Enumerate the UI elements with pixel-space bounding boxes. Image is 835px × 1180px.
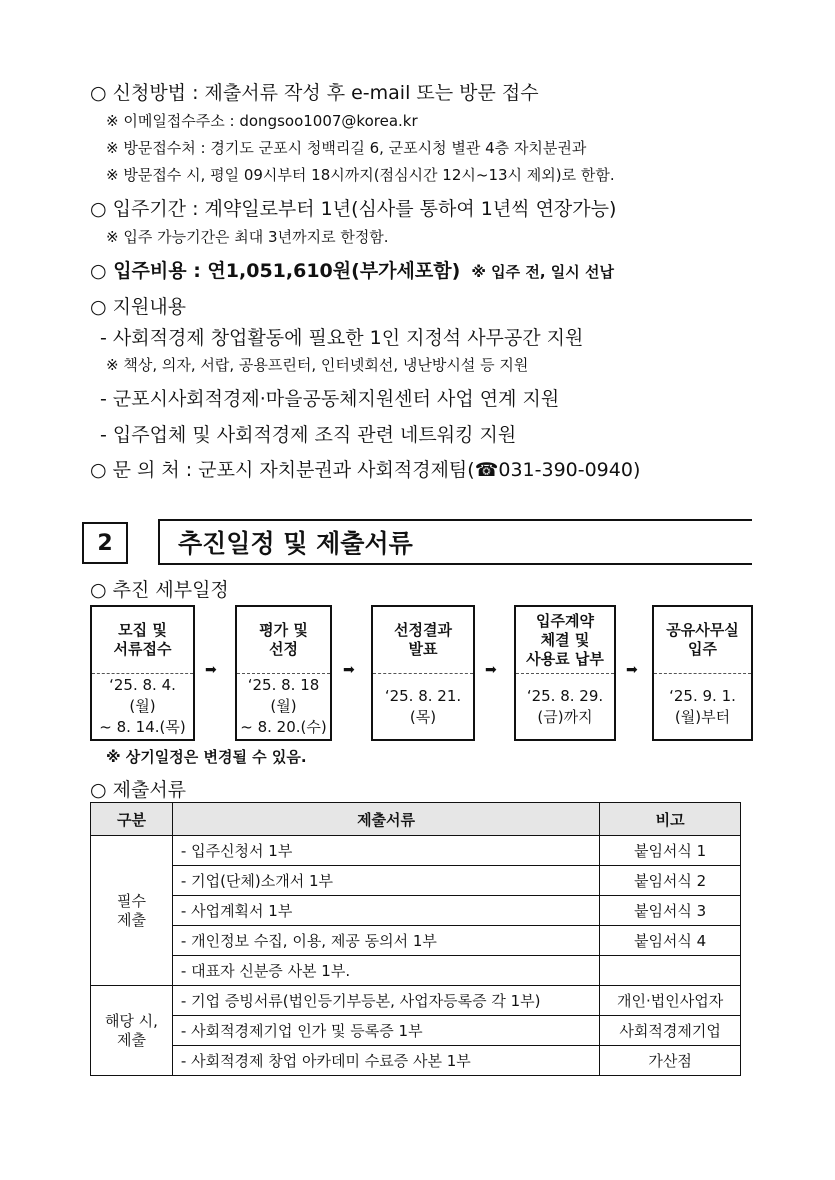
schedule-step-date: ‘25. 9. 1. (월)부터 [669,686,736,726]
table-cell-document: - 사업계획서 1부 [172,896,599,926]
table-cell-document: - 사회적경제 창업 아카데미 수료증 사본 1부 [172,1046,599,1076]
schedule-step-title: 입주계약 체결 및 사용료 납부 [516,607,614,674]
table-row [91,926,741,956]
schedule-heading: ○ 추진 세부일정 [90,579,229,601]
cost-main: ○ 입주비용 : 연1,051,610원(부가세포함) [90,260,461,282]
table-cell-document: - 기업 증빙서류(법인등기부등본, 사업자등록증 각 1부) [172,986,599,1016]
table-header-note: 비고 [600,803,741,836]
section-rule-top [158,519,752,521]
schedule-step-title: 선정결과 발표 [373,607,473,674]
schedule-step-5 [652,605,753,741]
conditional-category: 해당 시, 제출 [91,986,173,1076]
table-row [91,836,741,866]
table-row [91,1016,741,1046]
support-item-1: - 사회적경제 창업활동에 필요한 1인 지정석 사무공간 지원 [100,327,584,349]
schedule-step-title: 공유사무실 입주 [654,607,751,674]
cost-note: ※ 입주 전, 일시 선납 [471,263,614,281]
support-item-3: - 입주업체 및 사회적경제 조직 관련 네트워킹 지원 [100,424,517,446]
table-row [91,866,741,896]
table-cell-document: - 입주신청서 1부 [172,836,599,866]
arrow-right-icon: ➡ [626,662,638,678]
period-line: ○ 입주기간 : 계약일로부터 1년(심사를 통하여 1년씩 연장가능) [90,198,617,220]
schedule-step-title: 모집 및 서류접수 [92,607,193,674]
table-row [91,956,741,986]
table-row [91,896,741,926]
documents-table [90,802,741,1076]
docs-heading: ○ 제출서류 [90,779,187,801]
table-header-document: 제출서류 [172,803,599,836]
arrow-right-icon: ➡ [205,662,217,678]
section-rule-bottom [158,563,752,565]
table-cell-note: 개인·법인사업자 [600,986,741,1016]
table-cell-note: 붙임서식 2 [600,866,741,896]
schedule-step-3 [371,605,475,741]
table-cell-document: - 사회적경제기업 인가 및 등록증 1부 [172,1016,599,1046]
support-title: ○ 지원내용 [90,296,187,318]
section-title: 추진일정 및 제출서류 [178,529,413,558]
schedule-step-date: ‘25. 8. 18 (월) ~ 8. 20.(수) [240,676,327,736]
schedule-step-2 [235,605,332,741]
table-cell-document: - 개인정보 수집, 이용, 제공 동의서 1부 [172,926,599,956]
table-header-category: 구분 [91,803,173,836]
schedule-step-date: ‘25. 8. 21. (목) [384,686,462,726]
table-cell-note [600,956,741,986]
period-note: ※ 입주 가능기간은 최대 3년까지로 한정함. [106,228,389,246]
schedule-step-title: 평가 및 선정 [237,607,330,674]
required-category: 필수 제출 [91,836,173,986]
table-cell-document: - 대표자 신분증 사본 1부. [172,956,599,986]
table-row [91,1046,741,1076]
schedule-step-date: ‘25. 8. 4. (월) ~ 8. 14.(목) [99,676,186,736]
email-note: ※ 이메일접수주소 : dongsoo1007@korea.kr [106,112,418,130]
contact-line: ○ 문 의 처 : 군포시 자치분권과 사회적경제팀(☎031-390-0940) [90,459,641,481]
table-header-row [91,803,741,836]
section-number: 2 [82,522,128,564]
support-item-1-note: ※ 책상, 의자, 서랍, 공용프린터, 인터넷회선, 냉난방시설 등 지원 [106,356,529,374]
arrow-right-icon: ➡ [343,662,355,678]
visit-time-note: ※ 방문접수 시, 평일 09시부터 18시까지(점심시간 12시~13시 제외)로 한함. [106,166,615,184]
table-cell-document: - 기업(단체)소개서 1부 [172,866,599,896]
arrow-right-icon: ➡ [485,662,497,678]
schedule-step-date: ‘25. 8. 29. (금)까지 [526,686,604,726]
apply-method-line: ○ 신청방법 : 제출서류 작성 후 e-mail 또는 방문 접수 [90,82,539,104]
table-cell-note: 가산점 [600,1046,741,1076]
schedule-note: ※ 상기일정은 변경될 수 있음. [106,748,307,766]
table-cell-note: 붙임서식 4 [600,926,741,956]
table-cell-note: 붙임서식 3 [600,896,741,926]
section-rule-left [158,519,160,565]
schedule-step-1 [90,605,195,741]
table-cell-note: 사회적경제기업 [600,1016,741,1046]
support-item-2: - 군포시사회적경제·마을공동체지원센터 사업 연계 지원 [100,388,560,410]
schedule-step-4 [514,605,616,741]
visit-place-note: ※ 방문접수처 : 경기도 군포시 청백리길 6, 군포시청 별관 4층 자치분권과 [106,139,587,157]
table-row [91,986,741,1016]
table-cell-note: 붙임서식 1 [600,836,741,866]
cost-line [90,256,614,283]
